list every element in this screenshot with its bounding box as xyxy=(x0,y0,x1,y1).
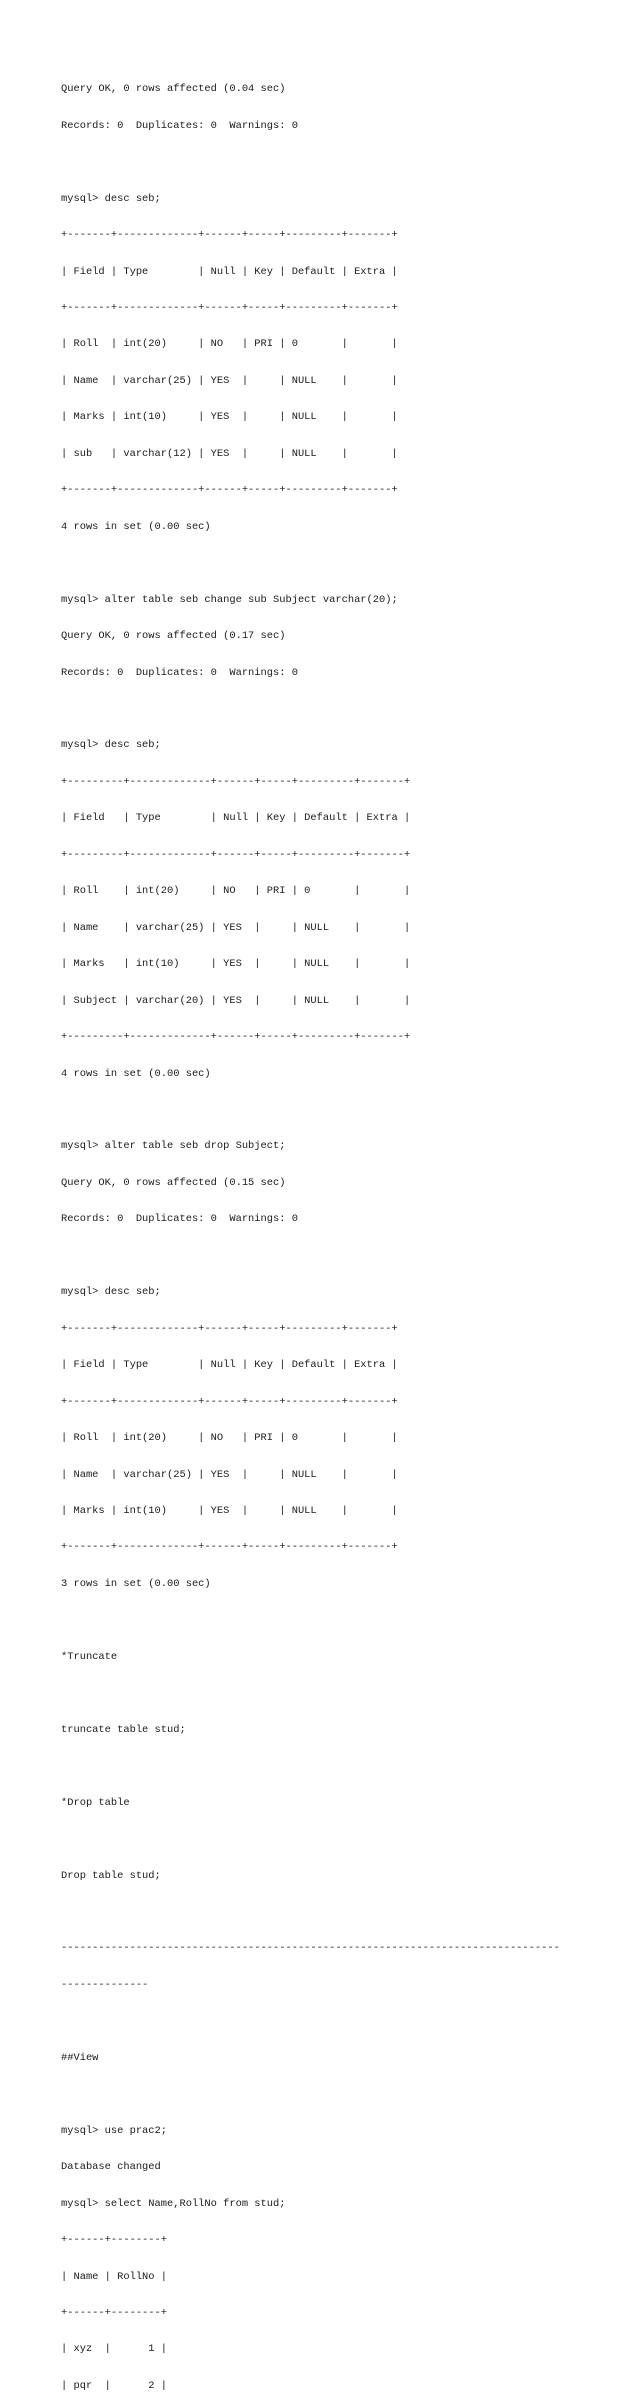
text-line: -------------- xyxy=(61,1978,149,1991)
text-line: | Roll | int(20) | NO | PRI | 0 | | xyxy=(61,338,398,351)
text-line xyxy=(61,1614,621,1626)
text-line: *Truncate xyxy=(61,1650,118,1663)
text-line xyxy=(61,1687,621,1699)
text-line: | pqr | 2 | xyxy=(61,2379,168,2392)
text-line: mysql> alter table seb drop Subject; xyxy=(61,1140,286,1153)
text-line: mysql> alter table seb change sub Subject varchar(20); xyxy=(61,593,398,606)
text-line: | Field | Type | Null | Key | Default | Extra | xyxy=(61,812,411,825)
text-line: -------------------------------------------------------------------------------- xyxy=(61,1942,560,1955)
text-line: | Name | varchar(25) | YES | | NULL | | xyxy=(61,374,398,387)
text-line: +-------+-------------+------+-----+---------+-------+ xyxy=(61,484,398,497)
text-line: | Name | RollNo | xyxy=(61,2270,168,2283)
text-line xyxy=(61,1906,621,1918)
text-line: | Name | varchar(25) | YES | | NULL | | xyxy=(61,1468,398,1481)
text-line: | Marks | int(10) | YES | | NULL | | xyxy=(61,411,398,424)
text-line: mysql> desc seb; xyxy=(61,739,161,752)
text-line: | xyz | 1 | xyxy=(61,2343,168,2356)
text-line: | Name | varchar(25) | YES | | NULL | | xyxy=(61,921,411,934)
text-line: | Field | Type | Null | Key | Default | Extra | xyxy=(61,265,398,278)
text-line: 4 rows in set (0.00 sec) xyxy=(61,1067,211,1080)
text-line xyxy=(61,1760,621,1772)
text-line: Drop table stud; xyxy=(61,1869,161,1882)
text-line: | Marks | int(10) | YES | | NULL | | xyxy=(61,958,411,971)
text-line: Records: 0 Duplicates: 0 Warnings: 0 xyxy=(61,119,298,132)
text-line: Records: 0 Duplicates: 0 Warnings: 0 xyxy=(61,666,298,679)
text-line: +-------+-------------+------+-----+---------+-------+ xyxy=(61,229,398,242)
text-line: | Roll | int(20) | NO | PRI | 0 | | xyxy=(61,885,411,898)
text-line: Query OK, 0 rows affected (0.04 sec) xyxy=(61,83,286,96)
text-line: mysql> use prac2; xyxy=(61,2124,168,2137)
text-line xyxy=(61,1104,621,1116)
text-line xyxy=(61,2088,621,2100)
text-line: | Roll | int(20) | NO | PRI | 0 | | xyxy=(61,1432,398,1445)
text-line: Query OK, 0 rows affected (0.15 sec) xyxy=(61,1176,286,1189)
text-line: | sub | varchar(12) | YES | | NULL | | xyxy=(61,447,398,460)
text-line xyxy=(61,1250,621,1262)
text-line: | Field | Type | Null | Key | Default | Extra | xyxy=(61,1359,398,1372)
text-line xyxy=(61,557,621,569)
text-line: +------+--------+ xyxy=(61,2234,168,2247)
text-line: *Drop table xyxy=(61,1796,130,1809)
text-line: 4 rows in set (0.00 sec) xyxy=(61,520,211,533)
text-line: truncate table stud; xyxy=(61,1723,186,1736)
text-line: mysql> desc seb; xyxy=(61,1286,161,1299)
text-line: mysql> select Name,RollNo from stud; xyxy=(61,2197,286,2210)
text-line: +------+--------+ xyxy=(61,2306,168,2319)
text-line xyxy=(61,2015,621,2027)
text-line: Records: 0 Duplicates: 0 Warnings: 0 xyxy=(61,1213,298,1226)
text-line: +---------+-------------+------+-----+---------+-------+ xyxy=(61,1031,411,1044)
text-line: +-------+-------------+------+-----+---------+-------+ xyxy=(61,302,398,315)
text-line: Query OK, 0 rows affected (0.17 sec) xyxy=(61,630,286,643)
terminal-transcript xyxy=(61,59,621,2404)
text-line: | Subject | varchar(20) | YES | | NULL | | xyxy=(61,994,411,1007)
text-line xyxy=(61,703,621,715)
text-line xyxy=(61,1833,621,1845)
text-line: +-------+-------------+------+-----+---------+-------+ xyxy=(61,1395,398,1408)
text-line: +-------+-------------+------+-----+---------+-------+ xyxy=(61,1322,398,1335)
text-line: | Marks | int(10) | YES | | NULL | | xyxy=(61,1504,398,1517)
text-line: ##View xyxy=(61,2051,99,2064)
text-line: Database changed xyxy=(61,2161,161,2174)
text-line: 3 rows in set (0.00 sec) xyxy=(61,1577,211,1590)
text-line xyxy=(61,156,621,168)
text-line: +---------+-------------+------+-----+---------+-------+ xyxy=(61,775,411,788)
text-line: mysql> desc seb; xyxy=(61,192,161,205)
text-line: +---------+-------------+------+-----+---------+-------+ xyxy=(61,848,411,861)
text-line: +-------+-------------+------+-----+---------+-------+ xyxy=(61,1541,398,1554)
